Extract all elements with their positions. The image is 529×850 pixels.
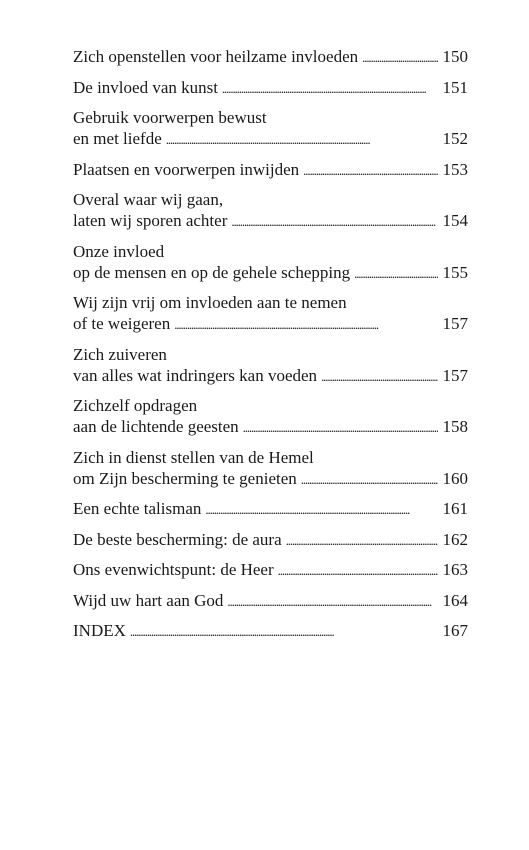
dot-leader	[274, 560, 438, 581]
toc-entry-final-line	[73, 468, 468, 490]
toc-entry-final-line	[73, 620, 468, 642]
toc-page-number: 150	[442, 47, 468, 66]
toc-entry-final-line	[73, 77, 468, 99]
toc-entry-title-line: De invloed van kunst	[73, 77, 218, 97]
toc-entry-title-line: laten wij sporen achter	[73, 211, 228, 230]
toc-page-number: 167	[442, 621, 468, 640]
toc-entry-title-line: INDEX	[73, 621, 126, 640]
toc-entry-final-line	[73, 416, 468, 438]
toc-entry-final-line	[73, 159, 468, 181]
toc-entry	[73, 498, 468, 520]
toc-entry	[73, 107, 468, 150]
toc-entry	[73, 46, 468, 68]
toc-entry	[73, 292, 468, 335]
toc-entry-title-line: De beste bescherming: de aura	[73, 529, 282, 549]
toc-entry	[73, 241, 468, 284]
dot-leader	[223, 591, 438, 612]
toc-entry-title-line: Zich zuiveren	[73, 344, 167, 364]
toc-page-number: 163	[442, 560, 468, 579]
dot-leader	[350, 263, 438, 284]
toc-entry	[73, 590, 468, 612]
toc-page-number: 160	[442, 468, 468, 488]
toc-entry-title-line: op de mensen en op de gehele schepping	[73, 262, 351, 282]
toc-entry-final-line	[73, 559, 468, 581]
toc-entry	[73, 559, 468, 581]
toc-page-number: 151	[442, 77, 468, 97]
toc-entry-final-line	[73, 529, 468, 551]
table-of-contents	[73, 46, 468, 651]
toc-page-number: 154	[442, 211, 468, 230]
toc-entry-title-line: Gebruik voorwerpen bewust	[73, 108, 267, 127]
toc-entry-title-line: Wijd uw hart aan God	[73, 590, 224, 610]
toc-entry-final-line	[73, 365, 468, 387]
toc-entry-title-line: Plaatsen en voorwerpen inwijden	[73, 159, 300, 179]
toc-entry-title-line: Zichzelf opdragen	[73, 396, 198, 415]
toc-page-number: 161	[442, 499, 468, 518]
toc-entry-final-line	[73, 262, 468, 284]
toc-entry	[73, 159, 468, 181]
dot-leader	[282, 530, 438, 551]
toc-entry	[73, 344, 468, 387]
toc-entry-title-line: Zich in dienst stellen van de Hemel	[73, 447, 314, 467]
toc-page-number: 164	[442, 590, 468, 610]
toc-entry	[73, 620, 468, 642]
toc-page-number: 153	[442, 159, 468, 179]
toc-entry-final-line	[73, 313, 468, 335]
dot-leader	[317, 366, 438, 387]
toc-entry	[73, 189, 468, 232]
toc-page-number: 162	[442, 529, 468, 549]
toc-entry	[73, 447, 468, 490]
dot-leader	[299, 160, 438, 181]
toc-page-number: 158	[442, 417, 468, 436]
dot-leader	[201, 499, 438, 520]
toc-entry-title-line: Wij zijn vrij om invloeden aan te nemen	[73, 293, 347, 312]
toc-entry-title-line: en met liefde	[73, 129, 162, 148]
toc-entry-final-line	[73, 210, 468, 232]
dot-leader	[239, 417, 438, 438]
dot-leader	[227, 211, 438, 232]
toc-page-number: 157	[442, 365, 468, 385]
toc-entry-title-line: Zich openstellen voor heilzame invloeden	[73, 47, 359, 66]
toc-entry	[73, 529, 468, 551]
toc-entry-title-line: Een echte talisman	[73, 499, 202, 518]
toc-entry-final-line	[73, 590, 468, 612]
dot-leader	[358, 47, 438, 68]
toc-entry-final-line	[73, 46, 468, 68]
dot-leader	[297, 469, 438, 490]
toc-entry-title-line: of te weigeren	[73, 314, 171, 333]
toc-page-number: 152	[442, 129, 468, 148]
toc-page-number: 155	[442, 262, 468, 282]
toc-entry-title-line: om Zijn bescherming te genieten	[73, 468, 297, 488]
toc-entry-final-line	[73, 128, 468, 150]
toc-entry-final-line	[73, 498, 468, 520]
dot-leader	[126, 621, 438, 642]
toc-page-number: 157	[442, 314, 468, 333]
dot-leader	[170, 314, 438, 335]
toc-entry-title-line: Overal waar wij gaan,	[73, 190, 224, 209]
toc-entry	[73, 395, 468, 438]
toc-entry	[73, 77, 468, 99]
toc-entry-title-line: Onze invloed	[73, 241, 165, 261]
toc-entry-title-line: van alles wat indringers kan voeden	[73, 365, 318, 385]
dot-leader	[162, 129, 438, 150]
toc-entry-title-line: Ons evenwichtspunt: de Heer	[73, 560, 274, 579]
toc-entry-title-line: aan de lichtende geesten	[73, 417, 239, 436]
dot-leader	[218, 78, 438, 99]
